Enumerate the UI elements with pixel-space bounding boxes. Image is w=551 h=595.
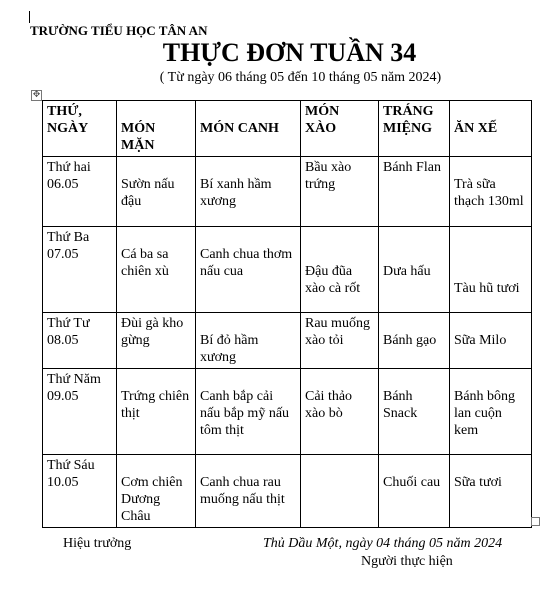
xao-dish: Cải thảo xào bò (305, 389, 353, 421)
header-an-xe (450, 101, 532, 157)
trang-mieng-dish: Bánh gạo (383, 333, 437, 348)
header-canh (196, 101, 301, 157)
trang-mieng-dish: Dưa hấu (383, 264, 431, 279)
man-cell (117, 313, 196, 369)
day-name: Thứ hai (47, 160, 91, 175)
man-cell (117, 369, 196, 455)
signing-date-line: Thủ Dầu Một, ngày 04 tháng 05 năm 2024 (263, 536, 503, 551)
school-name: TRƯỜNG TIỂU HỌC TÂN AN (30, 23, 208, 38)
canh-cell (196, 455, 301, 528)
man-dish: Sườn nấu đậu (121, 177, 175, 209)
table-move-handle-icon[interactable]: ✥ (32, 90, 41, 100)
xao-dish: Đậu đũa xào cà rốt (305, 264, 361, 296)
header-xao-line1: MÓN (305, 104, 340, 119)
an-xe-cell (450, 313, 532, 369)
canh-cell (196, 313, 301, 369)
text-cursor (29, 11, 30, 23)
an-xe-dish: Trà sữa thạch 130ml (454, 177, 524, 209)
header-canh-label: MÓN CANH (200, 121, 279, 136)
canh-cell (196, 369, 301, 455)
canh-cell (196, 227, 301, 313)
header-man (117, 101, 196, 157)
an-xe-dish: Sữa Milo (454, 333, 507, 348)
header-an-xe-label: ĂN XẾ (454, 121, 498, 136)
canh-dish: Canh chua thơm nấu cua (200, 247, 293, 279)
table-resize-handle[interactable] (531, 517, 540, 526)
canh-cell (196, 157, 301, 227)
man-cell (117, 455, 196, 528)
xao-cell (301, 455, 379, 528)
an-xe-cell (450, 369, 532, 455)
header-man-line2: MẶN (121, 138, 155, 153)
table-row (43, 157, 532, 227)
header-day-line2: NGÀY (47, 121, 89, 136)
header-xao-line2: XÀO (305, 121, 337, 136)
xao-dish: Bầu xào trứng (305, 160, 352, 192)
day-date: 07.05 (47, 247, 79, 262)
trang-mieng-dish: Bánh Flan (383, 160, 441, 175)
date-range-subtitle: ( Từ ngày 06 tháng 05 đến 10 tháng 05 năm 2024) (159, 70, 442, 85)
trang-mieng-cell (379, 157, 450, 227)
table-row (43, 313, 532, 369)
day-date: 06.05 (47, 177, 79, 192)
an-xe-dish: Sữa tươi (454, 475, 502, 490)
canh-dish: Canh bắp cải nấu bắp mỹ nấu tôm thịt (200, 389, 290, 438)
weekly-menu-table (42, 100, 532, 528)
an-xe-cell (450, 455, 532, 528)
preparer-signature-label: Người thực hiện (361, 554, 453, 569)
day-date: 10.05 (47, 475, 79, 490)
xao-cell (301, 369, 379, 455)
header-trang-line1: TRÁNG (383, 104, 434, 119)
page-title: THỰC ĐƠN TUẦN 34 (162, 38, 417, 67)
table-row (43, 369, 532, 455)
day-cell (43, 227, 117, 313)
day-name: Thứ Sáu (47, 458, 95, 473)
canh-dish: Bí đỏ hầm xương (200, 333, 259, 365)
man-dish: Trứng chiên thịt (121, 389, 190, 421)
xao-cell (301, 313, 379, 369)
man-dish: Đùi gà kho gừng (121, 316, 184, 348)
day-name: Thứ Tư (47, 316, 90, 331)
xao-cell (301, 227, 379, 313)
day-cell (43, 313, 117, 369)
xao-dish: Rau muống xào tỏi (305, 316, 370, 348)
trang-mieng-cell (379, 455, 450, 528)
header-day (43, 101, 117, 157)
canh-dish: Bí xanh hầm xương (200, 177, 272, 209)
canh-dish: Canh chua rau muống nấu thịt (200, 475, 285, 507)
principal-signature-label: Hiệu trưởng (63, 536, 132, 551)
trang-mieng-cell (379, 369, 450, 455)
trang-mieng-cell (379, 227, 450, 313)
an-xe-dish: Tàu hũ tươi (454, 281, 520, 296)
man-dish: Cơm chiên Dương Châu (121, 475, 183, 524)
header-trang-line2: MIỆNG (383, 121, 432, 136)
day-cell (43, 369, 117, 455)
header-xao (301, 101, 379, 157)
man-dish: Cá ba sa chiên xù (121, 247, 169, 279)
day-cell (43, 157, 117, 227)
day-name: Thứ Ba (47, 230, 90, 245)
day-date: 08.05 (47, 333, 79, 348)
an-xe-dish: Bánh bông lan cuộn kem (454, 389, 516, 438)
header-trang-mieng (379, 101, 450, 157)
trang-mieng-dish: Bánh Snack (383, 389, 418, 421)
day-cell (43, 455, 117, 528)
day-name: Thứ Năm (47, 372, 101, 387)
trang-mieng-cell (379, 313, 450, 369)
xao-cell (301, 157, 379, 227)
day-date: 09.05 (47, 389, 79, 404)
an-xe-cell (450, 227, 532, 313)
man-cell (117, 227, 196, 313)
man-cell (117, 157, 196, 227)
an-xe-cell (450, 157, 532, 227)
table-header-row (43, 101, 532, 157)
table-row (43, 455, 532, 528)
header-man-line1: MÓN (121, 121, 156, 136)
table-row (43, 227, 532, 313)
header-day-line1: THỨ, (47, 104, 82, 119)
trang-mieng-dish: Chuối cau (383, 475, 441, 490)
